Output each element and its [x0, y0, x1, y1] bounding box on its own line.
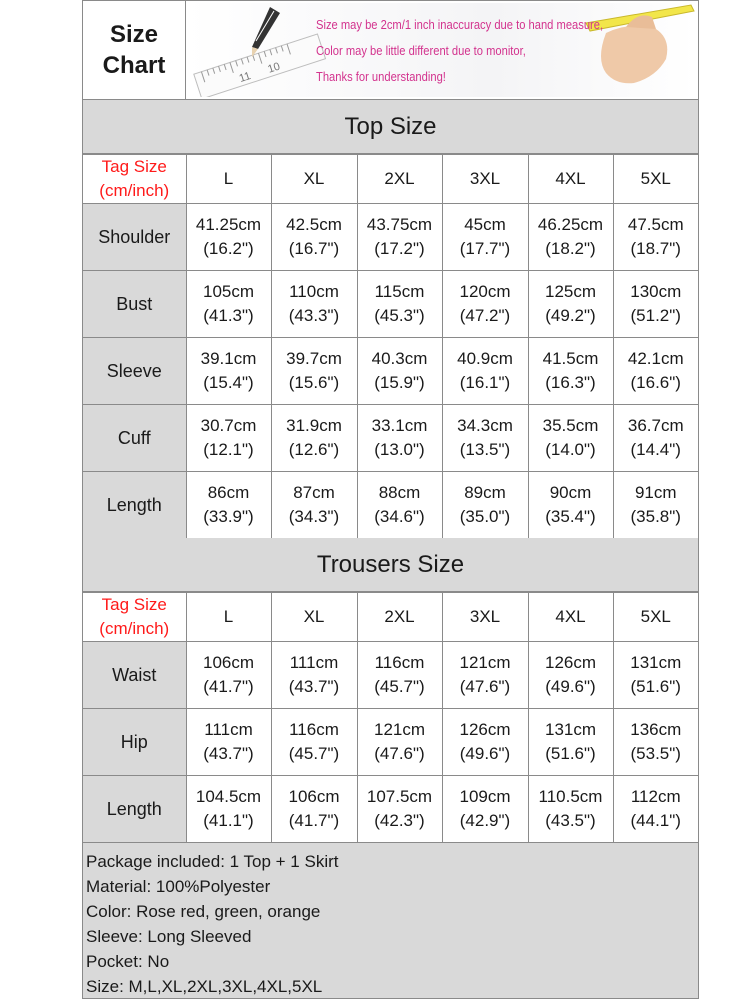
cm-value: 46.25cm [537, 215, 604, 234]
color-info: Color: Rose red, green, orange [86, 902, 321, 921]
note-thanks: Thanks for understanding! [316, 69, 446, 84]
table-cell [442, 271, 528, 338]
table-cell [271, 271, 357, 338]
cm-value: 40.3cm [371, 349, 428, 368]
cm-value: 87cm [293, 483, 335, 502]
size-chart [82, 0, 699, 999]
inch-value: (41.1") [203, 811, 254, 830]
inch-value: (18.2") [545, 239, 596, 258]
cm-value: 42.1cm [627, 349, 684, 368]
table-cell [186, 204, 271, 271]
inch-value: (12.6") [288, 440, 340, 459]
cm-value: 105cm [202, 282, 255, 301]
table-cell [528, 405, 613, 472]
inch-value: (14.0") [545, 440, 596, 459]
inch-value: (43.7") [203, 744, 254, 763]
table-cell [357, 776, 442, 843]
size-header-3xl: 3XL [442, 593, 528, 642]
tag-unit-label: (cm/inch) [99, 181, 170, 200]
cm-value: 86cm [207, 483, 250, 502]
cm-value: 126cm [459, 720, 511, 739]
cm-value: 36.7cm [627, 416, 684, 435]
inch-value: (47.2") [459, 306, 511, 325]
inch-value: (49.6") [545, 677, 596, 696]
table-cell [528, 709, 613, 776]
table-cell [357, 642, 442, 709]
table-cell [613, 642, 698, 709]
table-cell [271, 405, 357, 472]
inch-value: (42.9") [459, 811, 511, 830]
row-label-trousers-length: Length [83, 776, 186, 843]
inch-value: (33.9") [203, 507, 254, 526]
cm-value: 40.9cm [457, 349, 513, 368]
row-label-waist: Waist [83, 642, 186, 709]
size-header-4xl: 4XL [528, 593, 613, 642]
inch-value: (51.6") [545, 744, 596, 763]
table-cell [613, 338, 698, 405]
pocket-info: Pocket: No [86, 952, 170, 971]
cm-value: 116cm [289, 720, 339, 739]
cm-value: 31.9cm [286, 416, 342, 435]
table-cell [442, 338, 528, 405]
table-cell [357, 271, 442, 338]
chart-header [83, 1, 698, 100]
top-size-table [83, 154, 698, 539]
row-label-cuff: Cuff [83, 405, 186, 472]
inch-value: (47.6") [459, 677, 511, 696]
table-cell [186, 709, 271, 776]
cm-value: 47.5cm [627, 215, 684, 234]
table-cell [271, 642, 357, 709]
size-header-2xl: 2XL [357, 593, 442, 642]
cm-value: 131cm [544, 720, 597, 739]
inch-value: (41.7") [288, 811, 340, 830]
inch-value: (47.6") [374, 744, 425, 763]
cm-value: 112cm [630, 787, 681, 806]
cm-value: 39.7cm [286, 349, 342, 368]
cm-value: 106cm [288, 787, 340, 806]
table-cell [271, 472, 357, 539]
size-header-3xl: 3XL [442, 155, 528, 204]
table-cell [271, 204, 357, 271]
table-row [83, 709, 698, 776]
inch-value: (45.3") [374, 306, 425, 325]
cm-value: 88cm [378, 483, 421, 502]
cm-value: 41.5cm [542, 349, 599, 368]
row-label-bust: Bust [83, 271, 186, 338]
inch-value: (13.5") [459, 440, 511, 459]
inch-value: (43.5") [545, 811, 596, 830]
cm-value: 116cm [374, 653, 425, 672]
tag-size-label: Tag Size [101, 157, 167, 176]
inch-value: (35.8") [630, 507, 681, 526]
inch-value: (15.4") [203, 373, 254, 392]
cm-value: 106cm [202, 653, 255, 672]
table-cell [186, 271, 271, 338]
trousers-size-table [83, 592, 698, 843]
row-label-hip: Hip [83, 709, 186, 776]
table-cell [357, 405, 442, 472]
size-header-5xl: 5XL [613, 155, 698, 204]
size-header-xl: XL [271, 593, 357, 642]
inch-value: (41.7") [203, 677, 254, 696]
inch-value: (16.2") [203, 239, 254, 258]
cm-value: 115cm [374, 282, 425, 301]
inch-value: (43.7") [288, 677, 340, 696]
cm-value: 107.5cm [366, 787, 433, 806]
table-cell [442, 776, 528, 843]
size-header-5xl: 5XL [613, 593, 698, 642]
inch-value: (15.6") [288, 373, 340, 392]
cm-value: 130cm [630, 282, 682, 301]
table-cell [613, 204, 698, 271]
table-cell [271, 709, 357, 776]
cm-value: 89cm [464, 483, 506, 502]
table-cell [357, 472, 442, 539]
inch-value: (34.6") [374, 507, 425, 526]
inch-value: (53.5") [630, 744, 681, 763]
inch-value: (34.3") [288, 507, 340, 526]
top-tag-size-label [83, 155, 186, 204]
trousers-tag-size-label [83, 593, 186, 642]
inch-value: (44.1") [630, 811, 681, 830]
inch-value: (45.7") [288, 744, 340, 763]
cm-value: 111cm [204, 720, 253, 739]
inch-value: (51.6") [630, 677, 681, 696]
material-info: Material: 100%Polyester [86, 877, 271, 896]
note-color-difference: Color may be little different due to monitor, [316, 43, 526, 58]
table-cell [186, 776, 271, 843]
measure-banner [186, 3, 696, 97]
size-header-l: L [186, 155, 271, 204]
cm-value: 136cm [630, 720, 682, 739]
cm-value: 34.3cm [457, 416, 513, 435]
table-cell [442, 709, 528, 776]
table-cell [186, 338, 271, 405]
trousers-size-heading: Trousers Size [83, 538, 698, 592]
size-header-l: L [186, 593, 271, 642]
table-cell [442, 405, 528, 472]
inch-value: (42.3") [374, 811, 425, 830]
size-header-2xl: 2XL [357, 155, 442, 204]
cm-value: 121cm [459, 653, 511, 672]
cm-value: 91cm [634, 483, 677, 502]
size-header-4xl: 4XL [528, 155, 613, 204]
inch-value: (12.1") [203, 440, 254, 459]
cm-value: 41.25cm [195, 215, 262, 234]
cm-value: 121cm [373, 720, 426, 739]
ruler-number-11: 11 [237, 70, 253, 85]
inch-value: (16.1") [459, 373, 511, 392]
sleeve-info: Sleeve: Long Sleeved [86, 927, 252, 946]
table-cell [613, 776, 698, 843]
table-row [83, 204, 698, 271]
chart-title [83, 1, 186, 99]
inch-value: (16.6") [630, 373, 681, 392]
inch-value: (51.2") [630, 306, 681, 325]
inch-value: (17.7") [459, 239, 511, 258]
inch-value: (45.7") [374, 677, 425, 696]
ruler-number-10: 10 [266, 60, 282, 76]
cm-value: 126cm [544, 653, 597, 672]
table-cell [271, 338, 357, 405]
table-row [83, 642, 698, 709]
product-info [83, 843, 698, 998]
table-cell [528, 642, 613, 709]
chart-title-line1: Size [109, 21, 159, 48]
table-cell [186, 642, 271, 709]
table-cell [442, 642, 528, 709]
cm-value: 110.5cm [538, 787, 603, 806]
table-cell [442, 204, 528, 271]
table-cell [357, 338, 442, 405]
table-cell [613, 405, 698, 472]
cm-value: 30.7cm [200, 416, 257, 435]
tag-size-label: Tag Size [101, 595, 167, 614]
cm-value: 39.1cm [200, 349, 257, 368]
table-row [83, 405, 698, 472]
cm-value: 109cm [459, 787, 511, 806]
inch-value: (18.7") [630, 239, 681, 258]
inch-value: (17.2") [374, 239, 425, 258]
table-cell [357, 709, 442, 776]
inch-value: (49.2") [545, 306, 596, 325]
table-cell [613, 709, 698, 776]
table-cell [528, 776, 613, 843]
table-cell [528, 271, 613, 338]
inch-value: (16.3") [545, 373, 596, 392]
table-row [83, 472, 698, 539]
table-cell [613, 472, 698, 539]
inch-value: (15.9") [374, 373, 425, 392]
cm-value: 110cm [289, 282, 339, 301]
table-cell [528, 338, 613, 405]
inch-value: (43.3") [288, 306, 340, 325]
cm-value: 42.5cm [286, 215, 342, 234]
cm-value: 90cm [549, 483, 592, 502]
top-size-heading: Top Size [83, 100, 698, 154]
cm-value: 45cm [464, 215, 506, 234]
table-cell [357, 204, 442, 271]
row-label-length: Length [83, 472, 186, 539]
package-info: Package included: 1 Top + 1 Skirt [86, 852, 339, 871]
cm-value: 35.5cm [542, 416, 599, 435]
inch-value: (16.7") [288, 239, 340, 258]
cm-value: 33.1cm [371, 416, 428, 435]
top-size-header-row [83, 155, 698, 204]
row-label-sleeve: Sleeve [83, 338, 186, 405]
table-cell [271, 776, 357, 843]
cm-value: 125cm [544, 282, 597, 301]
tag-unit-label: (cm/inch) [99, 619, 170, 638]
note-measure-inaccuracy: Size may be 2cm/1 inch inaccuracy due to hand measure, [316, 17, 604, 32]
table-row [83, 776, 698, 843]
table-cell [186, 472, 271, 539]
row-label-shoulder: Shoulder [83, 204, 186, 271]
chart-title-line2: Chart [102, 52, 166, 79]
cm-value: 43.75cm [366, 215, 433, 234]
inch-value: (35.4") [545, 507, 596, 526]
cm-value: 131cm [630, 653, 682, 672]
table-row [83, 271, 698, 338]
table-cell [186, 405, 271, 472]
size-header-xl: XL [271, 155, 357, 204]
table-row [83, 338, 698, 405]
table-cell [613, 271, 698, 338]
inch-value: (14.4") [630, 440, 681, 459]
inch-value: (35.0") [459, 507, 511, 526]
cm-value: 111cm [289, 653, 339, 672]
cm-value: 104.5cm [195, 787, 262, 806]
inch-value: (49.6") [459, 744, 511, 763]
size-info: Size: M,L,XL,2XL,3XL,4XL,5XL [86, 977, 323, 996]
table-cell [528, 472, 613, 539]
inch-value: (13.0") [374, 440, 425, 459]
table-cell [528, 204, 613, 271]
table-cell [442, 472, 528, 539]
inch-value: (41.3") [203, 306, 254, 325]
trousers-size-header-row [83, 593, 698, 642]
cm-value: 120cm [459, 282, 511, 301]
